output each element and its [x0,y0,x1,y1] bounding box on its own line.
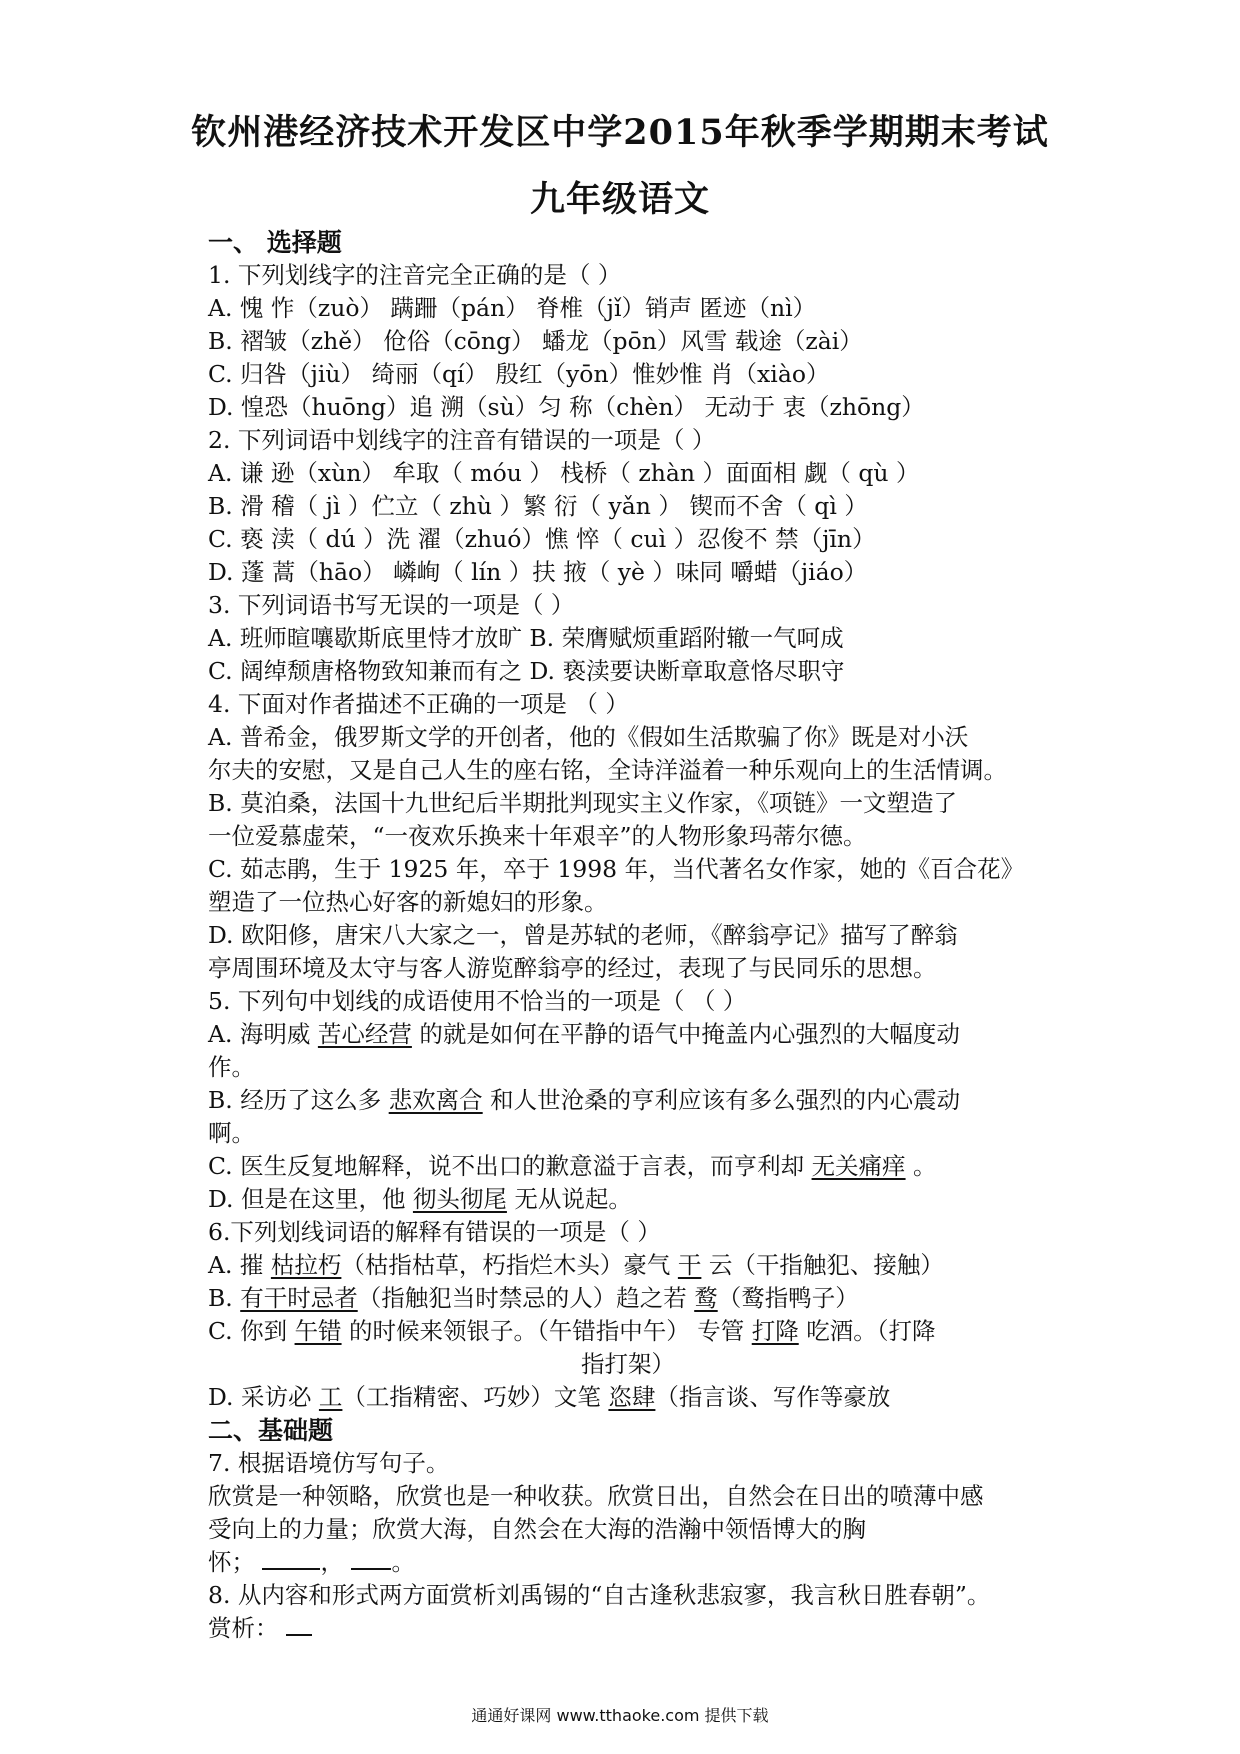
section-heading: 二、基础题 [208,1416,334,1445]
option-text: 吃酒。（打降 [798,1317,936,1345]
option-text: 的就是如何在平静的语气中掩盖内心强烈的大幅度动 [411,1020,960,1048]
option-text: D. 但是在这里，他 [208,1185,413,1213]
option-line: A. 愧 怍（zuò） 蹒跚（pán） 脊椎（jǐ）销声 匿迹（nì） [208,294,817,322]
option-line: C. 茹志鹃，生于 1925 年，卒于 1998 年，当代著名女作家，她的《百合花》 [208,855,1025,883]
option-line: 亭周围环境及太守与客人游览醉翁亭的经过，表现了与民同乐的思想。 [208,954,937,982]
underlined-word: 有干时忌者 [240,1284,358,1312]
option-line [208,1183,1048,1216]
option-line [208,1282,1048,1315]
option-line: 尔夫的安慰，又是自己人生的座右铭，全诗洋溢着一种乐观向上的生活情调。 [208,756,1007,784]
option-line: A. 班师暄嚷歇斯底里恃才放旷 B. 荣膺赋烦重蹈附辙一气呵成 [208,624,844,652]
option-text: 云（干指触犯、接触） [701,1251,944,1279]
option-text: 。 [905,1152,937,1180]
option-line [208,1018,1048,1051]
option-line: D. 欧阳修，唐宋八大家之一，曾是苏轼的老师，《醉翁亭记》描写了醉翁 [208,921,958,949]
option-line: 指打架） [581,1350,675,1378]
underlined-word: 工 [318,1383,343,1411]
question-stem: 1. 下列划线字的注音完全正确的是（ ） [208,261,622,289]
option-line [208,1315,1048,1348]
option-line [208,1381,1048,1414]
option-line: 塑造了一位热心好客的新媳妇的形象。 [208,888,608,916]
option-text: （指触犯当时禁忌的人）趋之若 [357,1284,695,1312]
option-text: C. 医生反复地解释，说不出口的歉意溢于言表，而亨利却 [208,1152,812,1180]
option-text: A. 海明威 [208,1020,318,1048]
option-line: C. 阔绰颓唐格物致知兼而有之 D. 亵渎要诀断章取意恪尽职守 [208,657,845,685]
passage-text: 。 [391,1548,415,1576]
exam-body [208,226,1048,1645]
exam-subtitle: 九年级语文 [529,179,710,220]
question-stem: 2. 下列词语中划线字的注音有错误的一项是（ ） [208,426,716,454]
question-stem: 7. 根据语境仿写句子。 [208,1449,450,1477]
option-line: C. 亵 渎（ dú ）洗 濯（zhuó）憔 悴（ cuì ）忍俊不 禁（jīn） [208,525,876,553]
underlined-word: 枯拉朽 [270,1251,342,1279]
underlined-idiom: 悲欢离合 [388,1086,483,1114]
option-text: B. [208,1284,241,1312]
answer-label: 赏析： [208,1614,279,1642]
answer-blank[interactable] [262,1546,320,1570]
option-line: 啊。 [208,1119,255,1147]
option-text: 的时候来领银子。（午错指中午） 专管 [341,1317,752,1345]
option-line [208,1084,1048,1117]
passage-text: 怀； [208,1548,255,1576]
question-stem: 3. 下列词语书写无误的一项是（ ） [208,591,575,619]
option-line: B. 莫泊桑，法国十九世纪后半期批判现实主义作家，《项链》一文塑造了 [208,789,957,817]
option-text: （枯指枯草，朽指烂木头）豪气 [341,1251,678,1279]
option-text: B. 经历了这么多 [208,1086,389,1114]
answer-line [208,1612,1048,1645]
option-line: A. 谦 逊（xùn） 牟取（ móu ） 栈桥（ zhàn ）面面相 觑（ qù ） [208,459,920,487]
option-line: 一位爱慕虚荣，“一夜欢乐换来十年艰辛”的人物形象玛蒂尔德。 [208,822,867,850]
answer-blank[interactable] [351,1546,391,1570]
passage-line: 受向上的力量；欣赏大海，自然会在大海的浩瀚中领悟博大的胸 [208,1515,866,1543]
underlined-word: 打降 [751,1317,799,1345]
question-stem: 6.下列划线词语的解释有错误的一项是（ ） [208,1218,661,1246]
section-heading: 一、 选择题 [208,228,342,257]
option-line: C. 归咎（jiù） 绮丽（qí） 殷红（yōn）惟妙惟 肖（xiào） [208,360,830,388]
exam-title: 钦州港经济技术开发区中学2015年秋季学期期末考试 [191,112,1049,153]
passage-text: ， [320,1548,344,1576]
option-line: B. 滑 稽（ jì ）伫立（ zhù ）繁 衍（ yǎn ） 锲而不舍（ qì ） [208,492,868,520]
question-stem: 8. 从内容和形式两方面赏析刘禹锡的“自古逢秋悲寂寥，我言秋日胜春朝”。 [208,1581,991,1609]
footer-credit: 通通好课网 www.tthaoke.com 提供下载 [471,1706,769,1725]
option-text: （鹜指鸭子） [717,1284,859,1312]
answer-blank[interactable] [286,1612,312,1636]
underlined-word: 干 [677,1251,702,1279]
underlined-word: 鹜 [694,1284,718,1312]
question-stem: 4. 下面对作者描述不正确的一项是 （ ） [208,690,629,718]
option-line [208,1249,1048,1282]
underlined-idiom: 彻头彻尾 [412,1185,507,1213]
question-stem: 5. 下列句中划线的成语使用不恰当的一项是（ （ ） [208,987,747,1015]
passage-line: 欣赏是一种领略，欣赏也是一种收获。欣赏日出，自然会在日出的喷薄中感 [208,1482,984,1510]
option-line: D. 蓬 蒿（hāo） 嶙峋（ lín ）扶 掖（ yè ）味同 嚼蜡（jiáo） [208,558,868,586]
answer-line [208,1546,1048,1579]
underlined-word: 午错 [294,1317,342,1345]
underlined-word: 恣肆 [608,1383,656,1411]
option-line: 作。 [208,1053,255,1081]
option-text: 无从说起。 [506,1185,632,1213]
underlined-idiom: 无关痛痒 [811,1152,906,1180]
option-text: D. 采访必 [208,1383,319,1411]
option-text: （指言谈、写作等豪放 [655,1383,891,1411]
underlined-idiom: 苦心经营 [317,1020,412,1048]
option-line [208,1150,1048,1183]
option-line: D. 惶恐（huōng）追 溯（sù）匀 称（chèn） 无动于 衷（zhōng） [208,393,925,421]
option-text: A. 摧 [208,1251,271,1279]
option-text: C. 你到 [208,1317,295,1345]
option-text: （工指精密、巧妙）文笔 [342,1383,609,1411]
option-line: B. 褶皱（zhě） 伧俗（cōng） 蟠龙（pōn）风雪 载途（zài） [208,327,863,355]
option-text: 和人世沧桑的亨利应该有多么强烈的内心震动 [482,1086,961,1114]
option-line: A. 普希金，俄罗斯文学的开创者，他的《假如生活欺骗了你》既是对小沃 [208,723,969,751]
